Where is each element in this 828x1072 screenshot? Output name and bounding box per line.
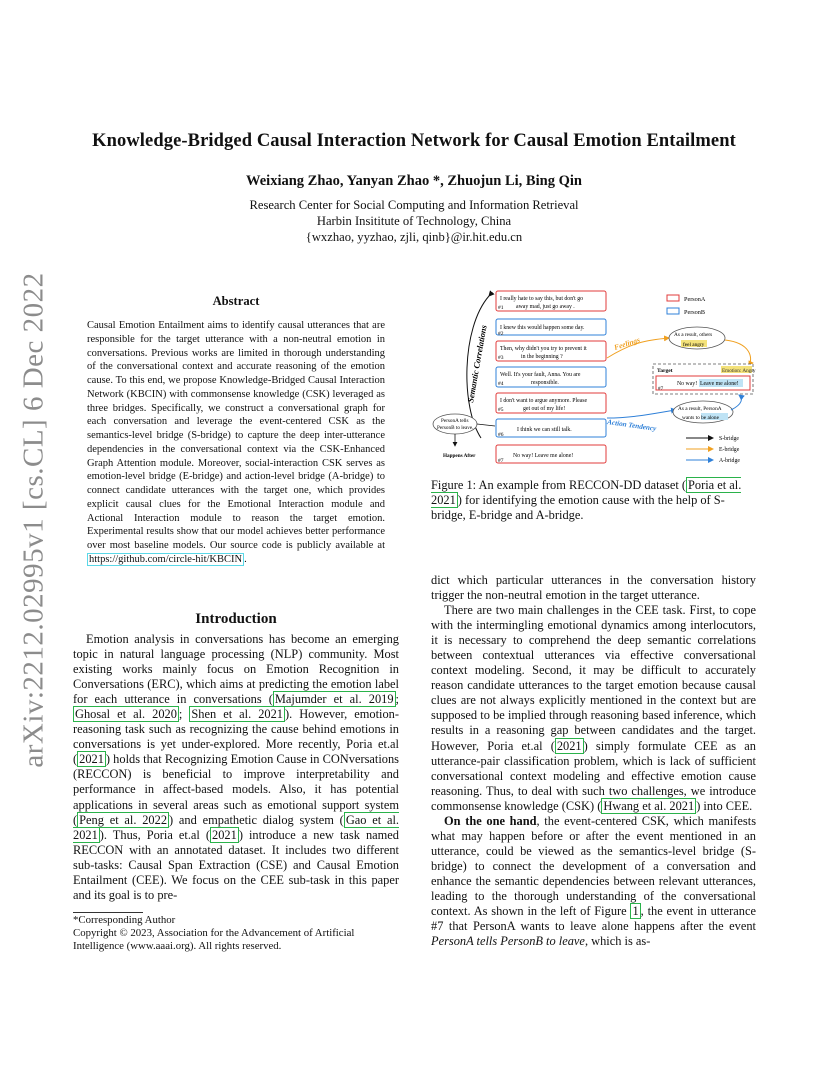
semantic-label: Semantic Correlations xyxy=(465,324,489,404)
citation-link[interactable]: Shen et al. 2021 xyxy=(191,707,283,722)
utterance-1 xyxy=(496,291,606,311)
legend-e-bridge: E-bridge xyxy=(719,447,740,453)
footnote xyxy=(73,914,399,953)
utterance-id: #1 xyxy=(498,305,504,311)
figure-1-caption xyxy=(431,478,756,523)
intro-text: ; xyxy=(178,707,190,722)
utterance-text: Then, why didn't you try to prevent it xyxy=(500,346,587,352)
citation-link[interactable]: 2021 xyxy=(556,738,582,753)
svg-text:PersonB to leave.: PersonB to leave. xyxy=(437,425,474,431)
figure-legend xyxy=(667,295,706,316)
paper-title: Knowledge-Bridged Causal Interaction Network for Causal Emotion Entailment xyxy=(92,131,736,151)
paragraph-text: ) simply formulate CEE as an utterance-pair classification problem, which is lack of sufficient conversational context modeling and effective emotion cause reasoning. Thus, to deal with such two challenges, we introduce commonsense knowledge (CSK) ( xyxy=(431,738,756,813)
target-emotion: Emotion: Angry xyxy=(722,368,756,374)
legend-a-bridge: A-bridge xyxy=(719,458,740,464)
utterance-text: I really hate to say this, but don't go xyxy=(500,296,583,302)
utterance-6 xyxy=(496,419,606,438)
paragraph-text: There are two main challenges in the CEE task. First, to cope with the intermingling emotional dynamics among interlocutors, it is necessary to comprehend the deep semantic correlations between contextual utterances via effective conversational context modeling. Second, it may be difficult to accurately reason candidate utterances to the target emotion because causal clues are not always explicitly mentioned in the context but are supposed to be implied through reasoning based inference, which results in a reasoning gap between candidates and the target. However, Poria et.al ( xyxy=(431,603,756,753)
feel-cloud xyxy=(669,327,725,349)
footnote-rule xyxy=(73,912,143,913)
target-id: #7 xyxy=(658,386,664,392)
paragraph-text: , the event-centered CSK, which manifests what may happen before or after the event mentioned in an utterance, could be viewed as the semantics-level bridge (S-bridge) to connect the development of a conversation and enhance the semantic dependencies between relevant utterances, leading to the thorough understanding of the conversational context. As shown in the left of Figure xyxy=(431,813,757,919)
paragraph: dict which particular utterances in the conversation history trigger the non-neutral emotion in the target utterance. xyxy=(431,573,756,603)
intro-text: ) and empathetic dialog system ( xyxy=(169,812,344,827)
citation-link[interactable]: Majumder et al. 2019 xyxy=(274,692,394,707)
utterance-5 xyxy=(496,393,606,413)
paragraph-text: , which is as- xyxy=(584,934,651,949)
figure-ref-link[interactable]: 1 xyxy=(632,904,639,919)
act-cloud xyxy=(673,401,733,423)
legend-person-a: PersonA xyxy=(684,296,706,303)
feelings-label: Feelings xyxy=(612,335,641,352)
event-cloud xyxy=(433,414,477,434)
intro-text: ). However, emotion-reasoning task such as recognizing the cause behind emotions in conversations is yet under-explored. More recently, Poria et.al ( xyxy=(73,707,399,767)
feel-cloud-text: As a result, others xyxy=(674,332,713,338)
utterance-id: #2 xyxy=(498,331,504,337)
copyright-note: Copyright © 2023, Association for the Advancement of Artificial Intelligence (www.aaai.org). All rights reserved. xyxy=(73,927,355,952)
legend-person-b: PersonB xyxy=(684,309,705,316)
affiliation-line-1: Research Center for Social Computing and Information Retrieval xyxy=(249,198,579,212)
intro-text: ). Thus, Poria et.al ( xyxy=(99,827,211,842)
source-code-link[interactable]: https://github.com/circle-hit/KBCIN xyxy=(89,553,243,565)
utterance-id: #4 xyxy=(498,381,504,387)
a-bridge-arrow-2 xyxy=(731,395,741,410)
bridge-legend xyxy=(686,436,740,464)
e-bridge-arrow-2 xyxy=(725,340,751,366)
utterance-id: #6 xyxy=(498,432,504,438)
abstract-text-end: . xyxy=(244,553,247,565)
arxiv-stamp-text: arXiv:2212.02995v1 [cs.CL] 6 Dec 2022 xyxy=(17,272,50,768)
affiliation xyxy=(0,197,828,245)
corresponding-author-note: *Corresponding Author xyxy=(73,914,176,926)
abstract-body xyxy=(87,319,385,567)
abstract-heading: Abstract xyxy=(212,294,260,308)
paragraph xyxy=(431,814,756,949)
paragraph-text: , the event in utterance #7 that PersonA wants to leave alone happens after the event xyxy=(431,904,757,934)
utterance-7 xyxy=(496,445,606,464)
svg-text:PersonA tells: PersonA tells xyxy=(441,418,469,424)
citation-link[interactable]: Gao et al. 2021 xyxy=(73,812,399,842)
citation-link[interactable]: Peng et al. 2022 xyxy=(79,812,168,827)
target-text-highlight: Leave me alone! xyxy=(700,381,739,387)
utterance-2 xyxy=(496,319,606,337)
paragraph-bold: On the one hand xyxy=(444,813,537,828)
caption-text: Figure 1: An example from RECCON-DD dataset ( xyxy=(431,478,686,492)
feel-cloud-text: feel angry xyxy=(683,342,705,348)
action-label: Action Tendency xyxy=(606,418,657,433)
utterance-text: away mad, just go away . xyxy=(516,304,575,310)
citation-link[interactable]: 2021 xyxy=(79,752,104,767)
intro-text: ) holds that Recognizing Emotion Cause in CONversations (RECCON) is beneficial to improve interpretability and performance in affect-based models. Also, it has potential applications in several areas such as emotional support system ( xyxy=(73,752,399,827)
author-list: Weixiang Zhao, Yanyan Zhao *, Zhuojun Li, Bing Qin xyxy=(246,173,582,189)
affiliation-line-2: Harbin Insititute of Technology, China xyxy=(316,214,512,228)
figure-1-diagram xyxy=(431,288,756,468)
act-cloud-text: wants to be alone xyxy=(682,415,719,421)
citation-link[interactable]: Ghosal et al. 2020 xyxy=(75,707,177,722)
intro-text: Emotion analysis in conversations has become an emerging topic in natural language processing (NLP) community. Most existing works mainly focus on Emotion Recognition in Conversations (ERC), which aims at predicting the emotion label for each utterance in conversations ( xyxy=(73,632,399,707)
introduction-body xyxy=(73,632,399,903)
introduction-heading: Introduction xyxy=(195,611,277,627)
cloud-link xyxy=(477,424,495,426)
right-column-body xyxy=(431,573,756,949)
abstract-text: Causal Emotion Entailment aims to identify causal utterances that are responsible for the target utterance with a non-neutral emotion in conversations. Previous works are limited in thorough understanding of the conversational context and accurate reasoning of the emotion cause. To this end, we propose Knowledge-Bridged Causal Interaction Network (KBCIN) with commonsense knowledge (CSK) leveraged as three bridges. Specifically, we construct a conversational graph for each conversation and leverage the event-centered CSK as the semantics-level bridge (S-bridge) to capture the deep inter-utterance dependencies in the conversational context via the CSK-Enhanced Graph Attention module. Moreover, social-interaction CSK serves as emotion-level bridge (E-bridge) and action-level bridge (A-bridge) to connect candidate utterances with the target one, which provides explicit causal clues for the Emotional Interaction module and Actional Interaction module to reason the target emotion. Experimental results show that our model achieves better performance over most baseline models. Our source code is publicly available at xyxy=(87,320,385,551)
caption-text: ) for identifying the emotion cause with the help of S-bridge, E-bridge and A-bridge. xyxy=(431,493,725,523)
target-label: Target xyxy=(657,368,673,374)
legend-s-bridge: S-bridge xyxy=(719,436,739,442)
paragraph xyxy=(431,603,756,814)
utterance-text: I knew this would happen some day. xyxy=(500,325,585,331)
utterance-text: in the beginning ? xyxy=(521,354,563,360)
paragraph-text: ) into CEE. xyxy=(696,798,753,813)
target-text: No way! xyxy=(677,381,698,387)
utterance-text: Well. It's your fault, Anna. You are xyxy=(500,372,581,378)
citation-link[interactable]: Hwang et al. 2021 xyxy=(603,798,695,813)
utterance-id: #5 xyxy=(498,407,504,413)
a-bridge-arrow xyxy=(607,410,676,418)
target-box xyxy=(653,364,756,394)
intro-text: ; xyxy=(395,692,399,707)
utterance-id: #3 xyxy=(498,355,504,361)
happens-after-label: Happens After xyxy=(443,453,476,459)
utterance-4 xyxy=(496,367,606,387)
utterance-text: get out of my life! xyxy=(523,406,566,412)
act-cloud-text: As a result, PersonA xyxy=(678,406,722,412)
intro-paragraph xyxy=(73,632,399,903)
utterance-3 xyxy=(496,341,606,361)
utterance-id: #7 xyxy=(498,458,504,464)
utterance-text: responsible. xyxy=(531,380,559,386)
intro-text: ) introduce a new task named RECCON with an annotated dataset. It includes two different sub-tasks: Causal Span Extraction (CSE) and Causal Emotion Entailment (CEE). We focus on the CEE sub-task in this paper and its goal is to pre- xyxy=(73,827,399,902)
paragraph-italic: PersonA tells PersonB to leave xyxy=(431,934,585,949)
citation-link[interactable]: Poria et al. 2021 xyxy=(431,478,742,508)
utterance-text: I don't want to argue anymore. Please xyxy=(500,398,588,404)
utterance-text: No way! Leave me alone! xyxy=(513,453,574,459)
arxiv-stamp xyxy=(12,272,56,768)
utterance-text: I think we can still talk. xyxy=(517,427,572,433)
affiliation-emails: {wxzhao, yyzhao, zjli, qinb}@ir.hit.edu.cn xyxy=(305,230,523,244)
figure-1 xyxy=(431,288,756,468)
citation-link[interactable]: 2021 xyxy=(212,827,237,842)
